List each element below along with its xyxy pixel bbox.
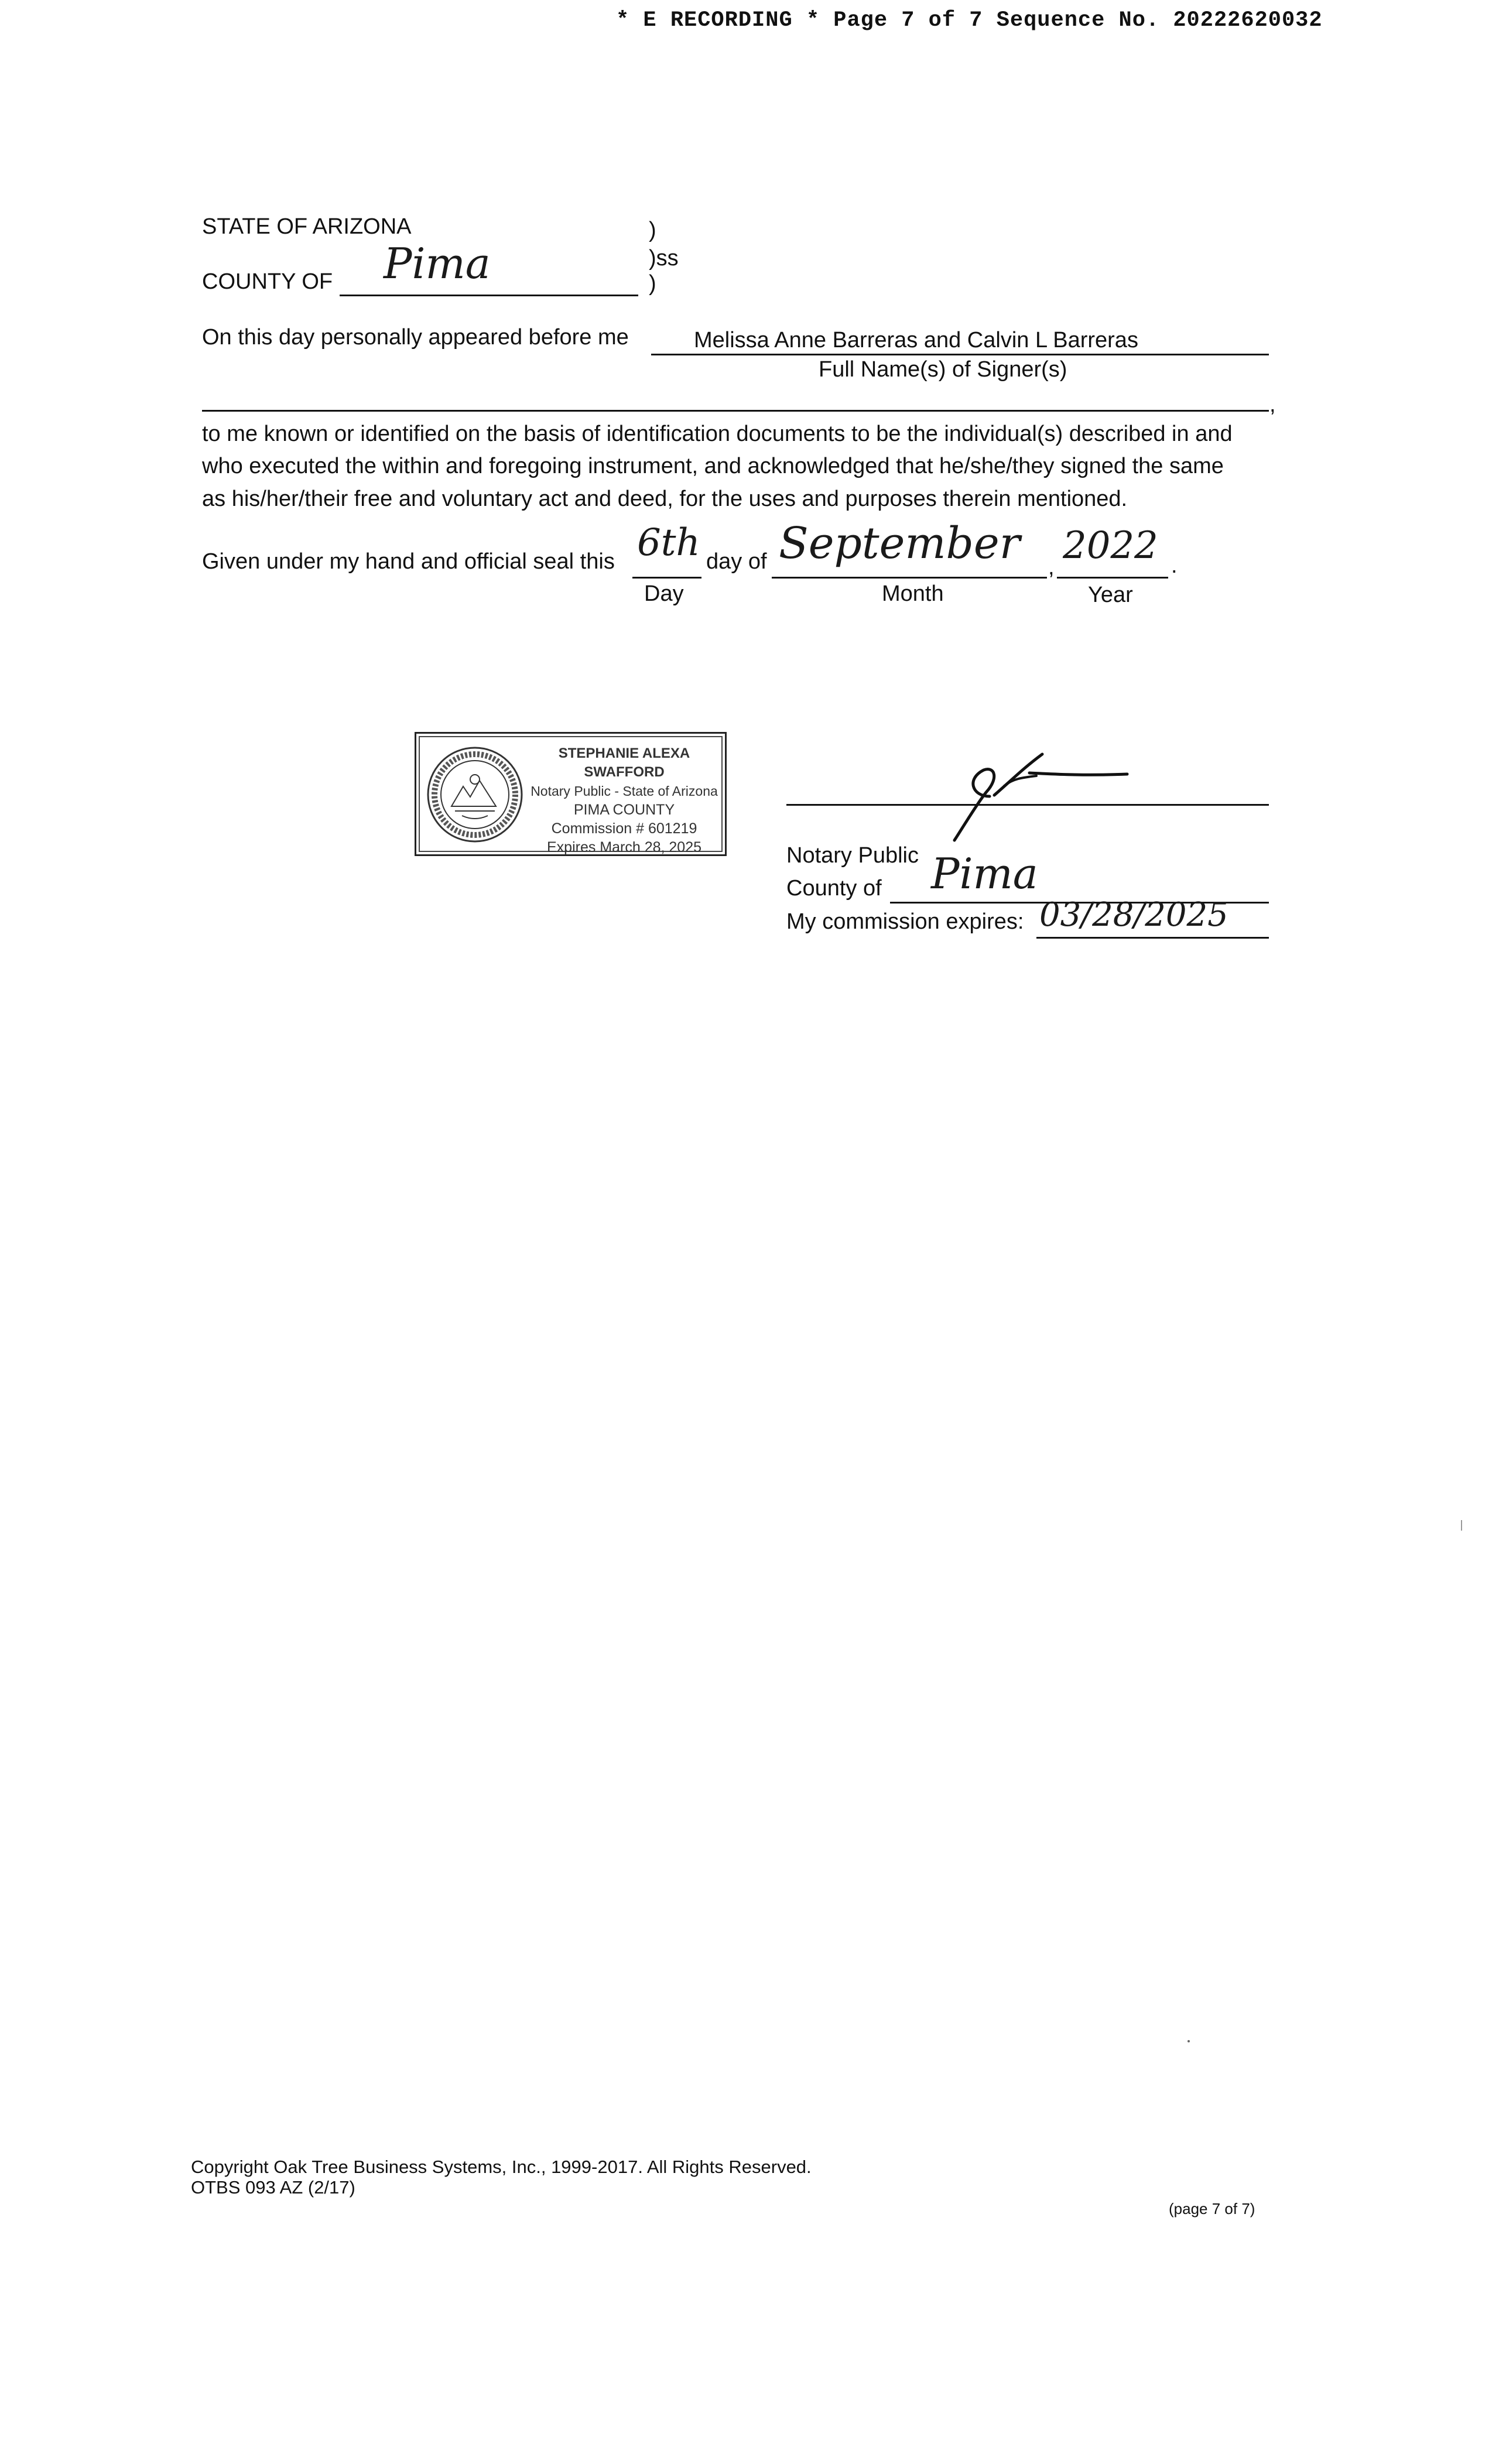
signer-comma: , (1269, 392, 1276, 417)
seal-notary-name: STEPHANIE ALEXA SWAFFORD (558, 745, 690, 780)
venue-ss: )ss (649, 246, 679, 271)
year-handwritten: 2022 (1063, 524, 1158, 567)
county-label: COUNTY OF (202, 269, 333, 294)
given-prefix: Given under my hand and official seal this (202, 549, 615, 574)
footer-form-code: OTBS 093 AZ (2/17) (191, 2177, 355, 2198)
commission-expires-handwritten: 03/28/2025 (1039, 896, 1228, 934)
venue-paren-bottom: ) (649, 271, 656, 296)
county-handwritten-value: Pima (384, 239, 491, 288)
footer-page-label: (page 7 of 7) (1169, 2200, 1255, 2217)
seal-county: PIMA COUNTY (573, 802, 675, 818)
commission-expires-underline (1036, 937, 1269, 939)
signer-caption: Full Name(s) of Signer(s) (819, 357, 1067, 382)
recording-header: * E RECORDING * Page 7 of 7 Sequence No. 20222620032 (616, 8, 1323, 33)
year-underline (1057, 577, 1168, 579)
notary-signature-line (786, 804, 1269, 806)
venue-paren-top: ) (649, 218, 656, 242)
signer-underline (651, 354, 1269, 355)
date-period: . (1171, 553, 1178, 578)
seal-commission-number: Commission # 601219 (551, 820, 697, 837)
state-label: STATE OF ARIZONA (202, 214, 412, 239)
day-of-label: day of (706, 549, 767, 574)
year-caption: Year (1088, 583, 1133, 607)
body-line-2: who executed the within and foregoing instrument, and acknowledged that he/she/they signed the same (202, 454, 1224, 478)
month-handwritten: September (779, 518, 1021, 569)
notary-county-handwritten: Pima (931, 849, 1038, 898)
month-caption: Month (882, 581, 944, 606)
day-underline (632, 577, 701, 579)
commission-expires-label: My commission expires: (786, 909, 1024, 934)
notary-signature-icon (925, 744, 1136, 846)
signer-continuation-line (202, 410, 1269, 412)
notary-title: Notary Public (786, 843, 919, 868)
date-comma: , (1048, 555, 1055, 580)
notary-county-label: County of (786, 876, 882, 901)
appearance-intro: On this day personally appeared before me (202, 325, 629, 350)
body-line-3: as his/her/their free and voluntary act and deed, for the uses and purposes therein mentioned. (202, 487, 1128, 511)
signer-names: Melissa Anne Barreras and Calvin L Barreras (694, 328, 1138, 353)
month-underline (772, 577, 1047, 579)
seal-notary-title: Notary Public - State of Arizona (531, 783, 718, 799)
day-handwritten: 6th (637, 521, 700, 564)
seal-expiration: Expires March 28, 2025 (546, 839, 702, 855)
day-caption: Day (644, 581, 684, 606)
county-underline (340, 295, 638, 296)
arizona-seal-emblem-icon (426, 745, 524, 844)
body-line-1: to me known or identified on the basis of identification documents to be the individual(s) described in and (202, 422, 1233, 446)
scan-mark (1461, 1520, 1462, 1531)
notary-seal-stamp (415, 732, 727, 856)
scan-dot (1187, 2040, 1190, 2042)
footer-copyright: Copyright Oak Tree Business Systems, Inc., 1999-2017. All Rights Reserved. (191, 2157, 812, 2177)
